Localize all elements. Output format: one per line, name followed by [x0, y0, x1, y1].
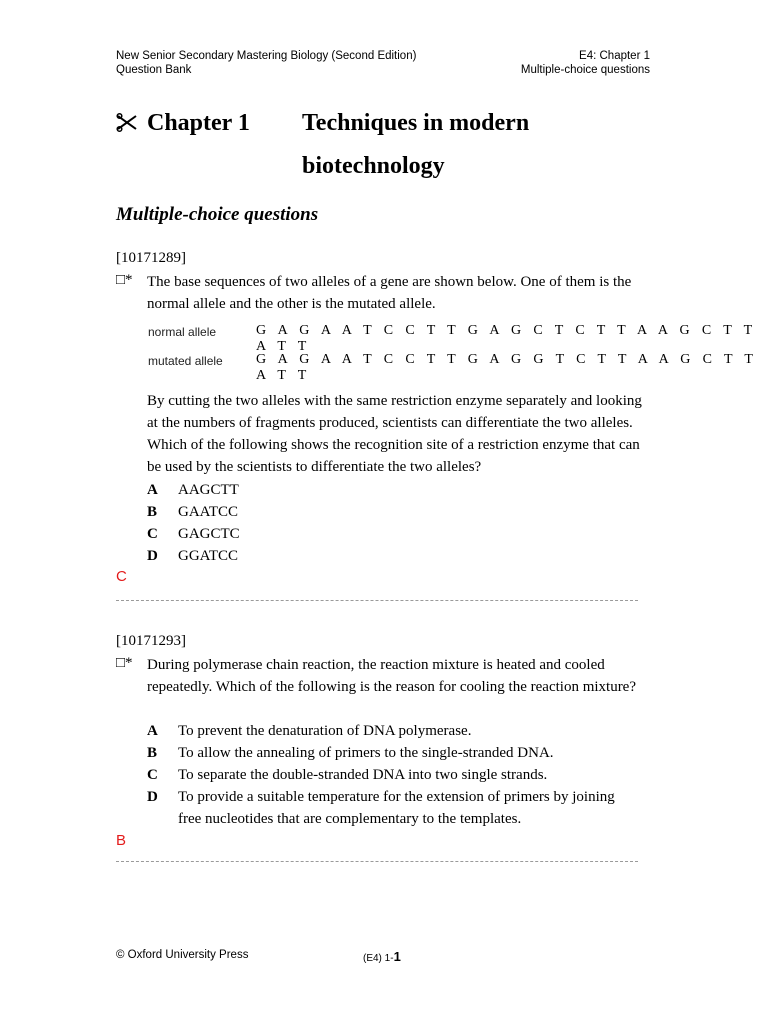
question-id: [10171293]	[116, 633, 186, 649]
chapter-number: Chapter 1	[147, 110, 250, 136]
question-stem: During polymerase chain reaction, the reaction mixture is heated and cooled repeatedly. Which of the following is the reason for cooling the reaction mixture?	[147, 657, 637, 695]
doc-type: Question Bank	[116, 63, 192, 76]
sequence-label: normal allele	[148, 325, 217, 339]
footer-publisher: © Oxford University Press	[116, 949, 249, 961]
page-number: 1	[393, 949, 401, 964]
question-marker: □*	[116, 655, 133, 671]
option-text: To provide a suitable temperature for the extension of primers by joining free nucleotides that are complementary to the templates.	[178, 789, 615, 827]
question-divider	[116, 600, 638, 601]
option-text: To separate the double-stranded DNA into two single strands.	[178, 767, 548, 783]
option-text: GAATCC	[178, 504, 239, 520]
option-text: To prevent the denaturation of DNA polymerase.	[178, 723, 472, 739]
option-letter: D	[147, 548, 158, 564]
option-text: GAGCTC	[178, 526, 240, 542]
option-letter: B	[147, 504, 158, 520]
question-stem-continued: By cutting the two alleles with the same restriction enzyme separately and looking at the numbers of fragments produced, scientists can differentiate the two alleles. Which of the following shows the recognition site of a restriction enzyme that can be used by the scientists to differentiate the two alleles?	[147, 393, 642, 475]
header-right	[521, 50, 650, 77]
chapter-title: Techniques in modern biotechnology	[302, 110, 530, 179]
section-ref: Multiple-choice questions	[520, 63, 650, 76]
scissors-icon	[116, 112, 138, 134]
option-letter: A	[147, 723, 158, 739]
option-letter: C	[147, 767, 158, 783]
option-letter: A	[147, 482, 158, 498]
question-id: [10171289]	[116, 250, 186, 266]
option-letter: C	[147, 526, 158, 542]
page-prefix: (E4) 1-	[363, 953, 394, 964]
option-letter: D	[147, 789, 158, 805]
answer-key: C	[116, 568, 127, 585]
header-left	[116, 50, 416, 77]
option-text: To allow the annealing of primers to the single-stranded DNA.	[178, 745, 554, 761]
option-text: AAGCTT	[178, 482, 239, 498]
option-letter: B	[147, 745, 158, 761]
question-marker: □*	[116, 272, 133, 288]
answer-key: B	[116, 832, 127, 849]
sequence: G A G A A T C C T T G A G C T C T T A A G C T T A T T	[256, 323, 756, 354]
chapter-ref: E4: Chapter 1	[579, 50, 650, 62]
book-title: New Senior Secondary Mastering Biology (Second Edition)	[116, 50, 417, 62]
sequence: G A G A A T C C T T G A G G T C T T A A G C T T A T T	[256, 352, 757, 383]
footer-page	[363, 949, 401, 964]
sequence-label: mutated allele	[148, 354, 223, 368]
question-stem: The base sequences of two alleles of a gene are shown below. One of them is the normal allele and the other is the mutated allele.	[147, 274, 632, 312]
option-text: GGATCC	[178, 548, 239, 564]
section-title: Multiple-choice questions	[116, 204, 319, 225]
question-divider	[116, 861, 638, 862]
